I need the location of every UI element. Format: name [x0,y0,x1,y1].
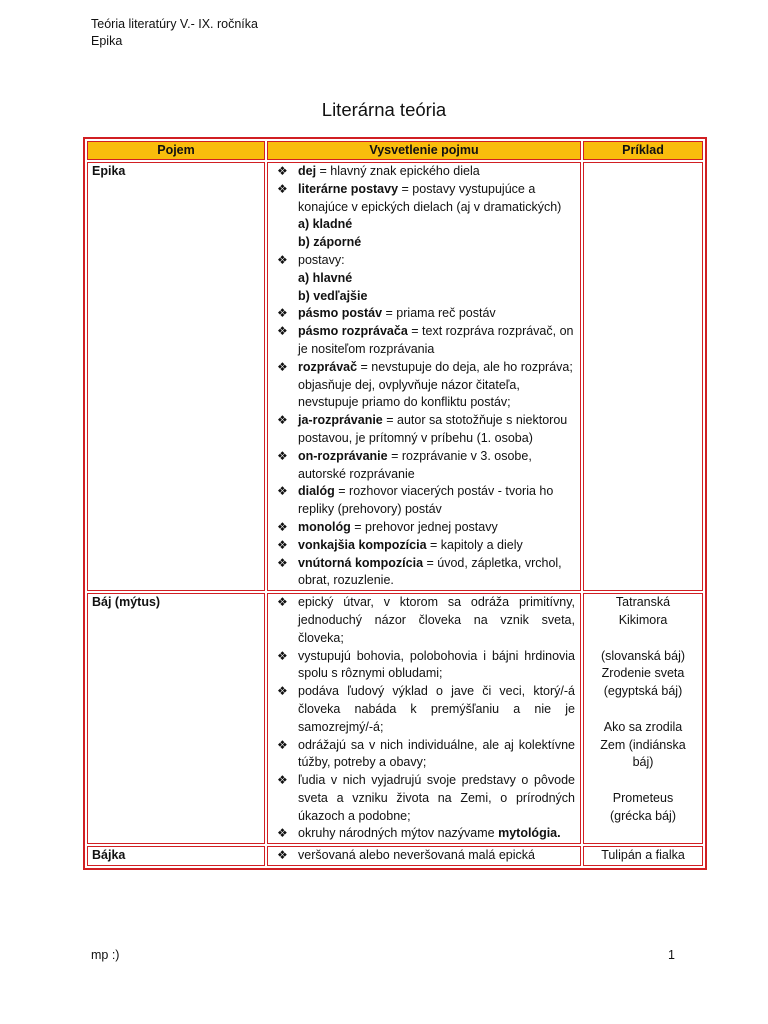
item-term: pásmo rozprávača [298,324,408,339]
item-text: epický útvar, v ktorom sa odráža primitívny, jednoduchý názor človeka na vznik sveta, človeka; [298,595,575,645]
list-item [273,323,575,359]
diamond-bullet-icon: ❖ [277,306,288,321]
example-line: Zrodenie sveta [601,666,685,681]
example-line: Zem (indiánska [600,737,686,752]
example-line: (slovanská báj) [600,648,686,663]
list-item [273,555,575,591]
item-term: on-rozprávanie [298,448,388,463]
example-cell: Tulipán a fialka [583,846,703,866]
literary-theory-table [83,137,707,870]
explanation-cell [267,593,581,844]
item-text: odrážajú sa v nich individuálne, ale aj kolektívne túžby, potreby a obavy; [298,737,575,770]
item-text: okruhy národných mýtov nazývame [298,826,499,841]
item-text: objasňuje dej, ovplyvňuje názor čitateľa, nevstupuje priamo do konfliktu postáv; [298,377,520,410]
diamond-bullet-icon: ❖ [277,648,288,663]
diamond-bullet-icon: ❖ [277,448,288,463]
item-term: dej [298,164,317,178]
example-line: (egyptská báj) [603,684,683,699]
bullet-list [273,594,575,843]
bullet-list [273,163,575,590]
list-item [273,594,575,647]
explanation-cell [267,162,581,591]
diamond-bullet-icon: ❖ [277,484,288,499]
diamond-bullet-icon: ❖ [277,537,288,552]
diamond-bullet-icon: ❖ [277,359,288,374]
running-header [91,16,258,50]
example-cell [583,593,703,844]
example-line [589,772,697,790]
list-item [273,772,575,825]
example-line: báj) [632,755,654,770]
list-item [273,359,575,377]
item-text: = postavy vystupujúce a konajúce v epických dielach (aj v dramatických) [298,181,562,214]
diamond-bullet-icon: ❖ [277,826,288,841]
item-term: b) vedľajšie [298,288,368,303]
term-cell: Epika [87,162,265,591]
list-item [273,163,575,181]
item-term: ja-rozprávanie [298,413,383,428]
item-term: literárne postavy [298,181,399,196]
list-item [273,181,575,217]
example-line: Prometeus [612,790,674,805]
item-text: = prehovor jednej postavy [350,519,498,534]
explanation-cell [267,846,581,866]
col-header-example: Príklad [583,141,703,160]
item-term: dialóg [298,484,335,499]
col-header-term: Pojem [87,141,265,160]
page-title: Literárna teória [321,99,447,120]
example-line [589,701,697,719]
example-cell [583,162,703,591]
item-text: ľudia v nich vyjadrujú svoje predstavy o pôvode sveta a vzniku života na Zemi, o prírodných úkazoch a podobne; [298,773,575,823]
table-row [87,162,703,591]
list-item [273,519,575,537]
bullet-list [273,847,575,865]
list-item [273,270,575,288]
item-text: veršovaná alebo neveršovaná malá epická [298,848,535,863]
diamond-bullet-icon: ❖ [277,848,288,863]
list-item [273,305,575,323]
list-item [273,483,575,519]
diamond-bullet-icon: ❖ [277,595,288,610]
list-item [273,537,575,555]
diamond-bullet-icon: ❖ [277,684,288,699]
diamond-bullet-icon: ❖ [277,164,288,178]
list-item [273,216,575,234]
list-item [273,737,575,773]
example-line: Kikimora [618,612,668,627]
example-line: (grécka báj) [610,808,676,823]
term-cell: Bájka [87,846,265,866]
diamond-bullet-icon: ❖ [277,555,288,570]
page-number: 1 [668,948,675,962]
list-item [273,377,575,413]
table-row [87,593,703,844]
example-line [589,630,697,648]
item-term: rozprávač [298,359,358,374]
item-text: = nevstupuje do deja, ale ho rozpráva; [357,359,573,374]
list-item [273,234,575,252]
example-line: Tatranská [615,595,671,610]
item-text: = priama reč postáv [382,306,496,321]
item-text: = rozprávanie v 3. osobe, autorské rozprávanie [298,448,532,481]
item-term: a) kladné [298,217,353,232]
item-text: podáva ľudový výklad o jave či veci, ktorý/-á človeka nabáda k premýšľaniu a nie je samozrejmý/-á; [298,684,575,734]
item-term: mytológia. [498,826,561,841]
item-term: monológ [298,519,351,534]
header-topic: Epika [91,34,123,48]
item-term: pásmo postáv [298,306,383,321]
item-term: vnútorná kompozícia [298,555,424,570]
list-item [273,825,575,843]
list-item [273,252,575,270]
list-item [273,288,575,306]
term-cell: Báj (mýtus) [87,593,265,844]
diamond-bullet-icon: ❖ [277,519,288,534]
diamond-bullet-icon: ❖ [277,413,288,428]
diamond-bullet-icon: ❖ [277,737,288,752]
col-header-explanation: Vysvetlenie pojmu [267,141,581,160]
list-item [273,648,575,684]
item-text: = kapitoly a diely [426,537,523,552]
diamond-bullet-icon: ❖ [277,252,288,267]
diamond-bullet-icon: ❖ [277,181,288,196]
example-line: Ako sa zrodila [603,719,683,734]
item-text: = autor sa stotožňuje s niektorou postavou, je prítomný v príbehu (1. osoba) [298,413,568,445]
item-text: = hlavný znak epického diela [316,164,480,178]
item-term: vonkajšia kompozícia [298,537,427,552]
list-item [273,683,575,736]
diamond-bullet-icon: ❖ [277,773,288,788]
table-row [87,846,703,866]
item-text: vystupujú bohovia, polobohovia i bájni hrdinovia spolu s rôznymi obludami; [298,648,575,681]
item-term: b) záporné [298,235,362,250]
item-text: = rozhovor viacerých postáv - tvoria ho repliky (prehovory) postáv [298,484,554,517]
list-item [273,412,575,448]
list-item [273,448,575,484]
list-item [273,847,575,865]
diamond-bullet-icon: ❖ [277,324,288,339]
item-text: postavy: [298,252,345,267]
table-header-row [87,141,703,160]
header-course: Teória literatúry V.- IX. ročníka [91,17,258,31]
item-text: = úvod, zápletka, vrchol, obrat, rozuzlenie. [298,555,562,588]
item-text: = text rozpráva rozprávač, on je nositeľom rozprávania [298,324,574,356]
item-term: a) hlavné [298,270,353,285]
footer-author: mp :) [91,948,120,962]
